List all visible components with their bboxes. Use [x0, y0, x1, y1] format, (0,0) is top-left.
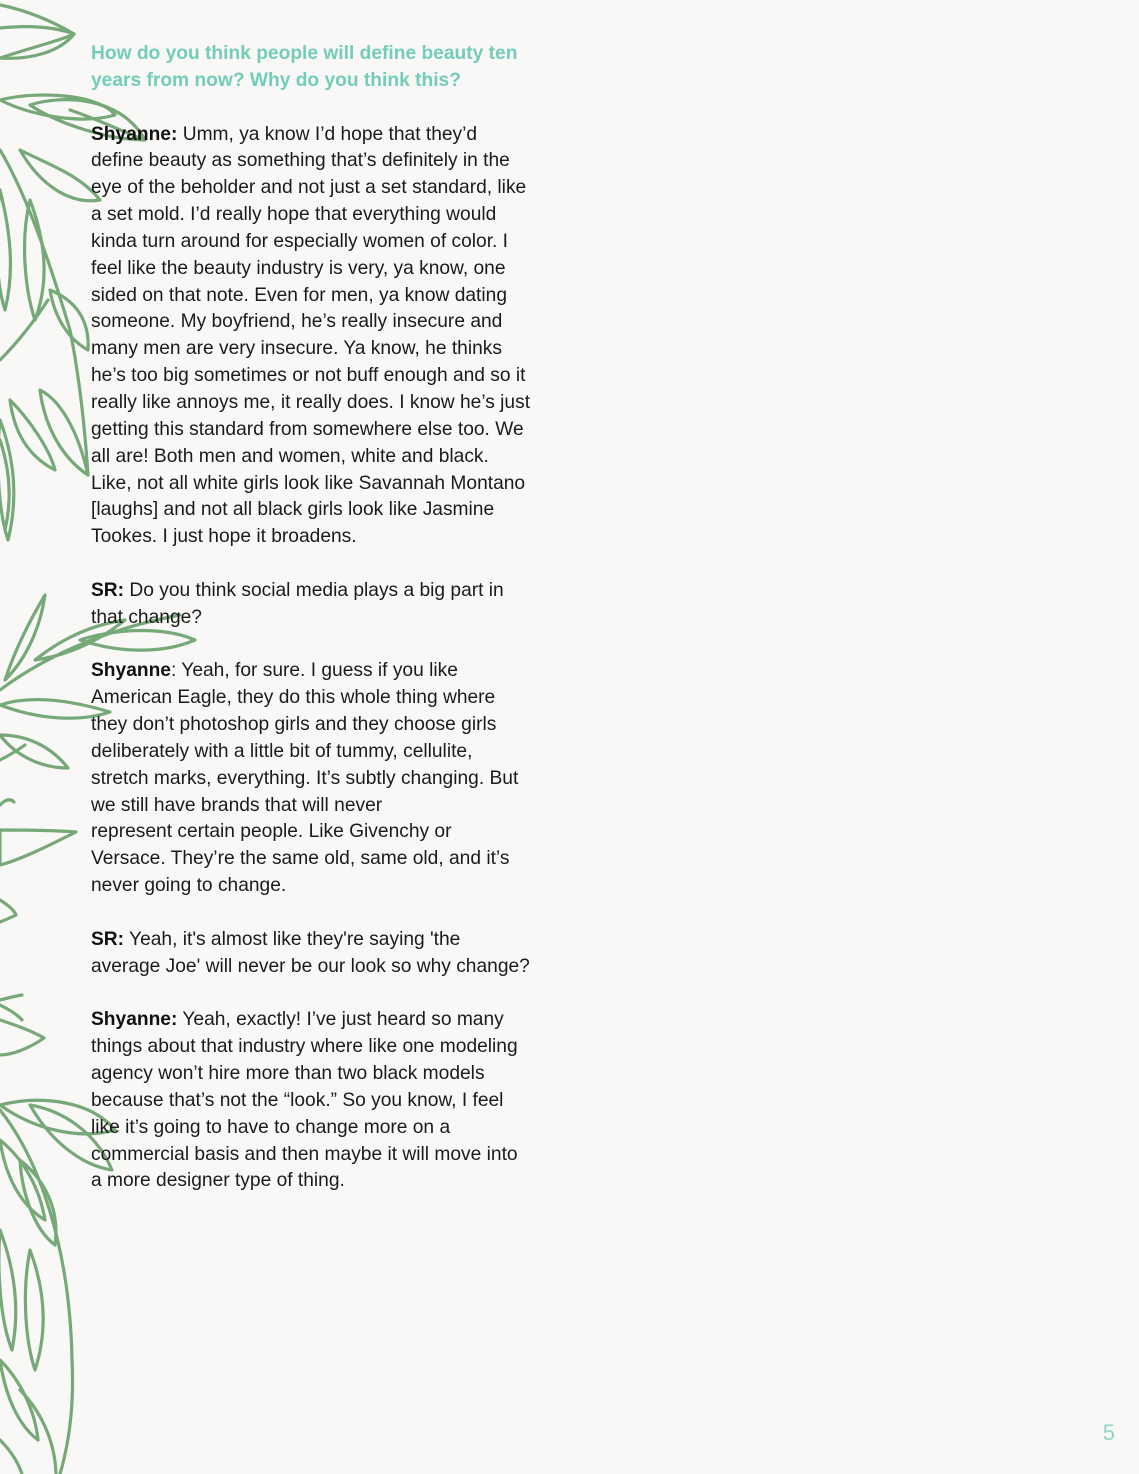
answer-text: : Yeah, for sure. I guess if you like American Eagle, they do this whole thing where they don’t photoshop girls and they choose girls deliberately with a little bit of tummy, cellulite, stretch marks, everything. It’s subtly changing. But we still have brands that will never	[91, 660, 519, 816]
speaker-name: Shyanne:	[91, 123, 178, 145]
interview-question: How do you think people will define beauty ten years from now? Why do you think this?	[91, 43, 518, 91]
answer-paragraph	[91, 1007, 531, 1195]
page-number: 5	[1102, 1420, 1115, 1445]
question-paragraph	[91, 927, 531, 981]
question-text: Do you think social media plays a big part in that change?	[91, 579, 504, 628]
answer-text-continued: represent certain people. Like Givenchy or Versace. They’re the same old, same old, and it’s never going to change.	[91, 821, 510, 897]
answer-paragraph	[91, 122, 531, 552]
question-text: Yeah, it's almost like they're saying 'the average Joe' will never be our look so why change?	[91, 928, 530, 977]
answer-text: Yeah, exactly! I’ve just heard so many things about that industry where like one modeling agency won’t hire more than two black models because that’s not the “look.” So you know, I feel like it’s going to have to change more on a commercial basis and then maybe it will move into a more designer type of thing.	[91, 1009, 518, 1192]
answer-text: Umm, ya know I’d hope that they’d define beauty as something that’s definitely in the eye of the beholder and not just a set standard, like a set mold. I’d really hope that everything would kinda turn around for especially women of color. I feel like the beauty industry is very, ya know, one sided on that note. Even for men, ya know dating someone. My boyfriend, he’s really insecure and many men are very insecure. Ya know, he thinks he’s too big sometimes or not buff enough and so it really like annoys me, it really does. I know he’s just getting this standard from somewhere else too. We all are! Both men and women, white and black. Like, not all white girls look like Savannah Montano [laughs] and not all black girls look like Jasmine Tookes. I just hope it broadens.	[91, 123, 531, 548]
interview-content	[91, 41, 531, 1222]
speaker-name: Shyanne:	[91, 1009, 178, 1031]
speaker-name: SR:	[91, 928, 125, 950]
question-paragraph	[91, 578, 531, 632]
speaker-name: SR:	[91, 579, 125, 601]
answer-paragraph	[91, 658, 531, 900]
speaker-name: Shyanne	[91, 660, 171, 682]
